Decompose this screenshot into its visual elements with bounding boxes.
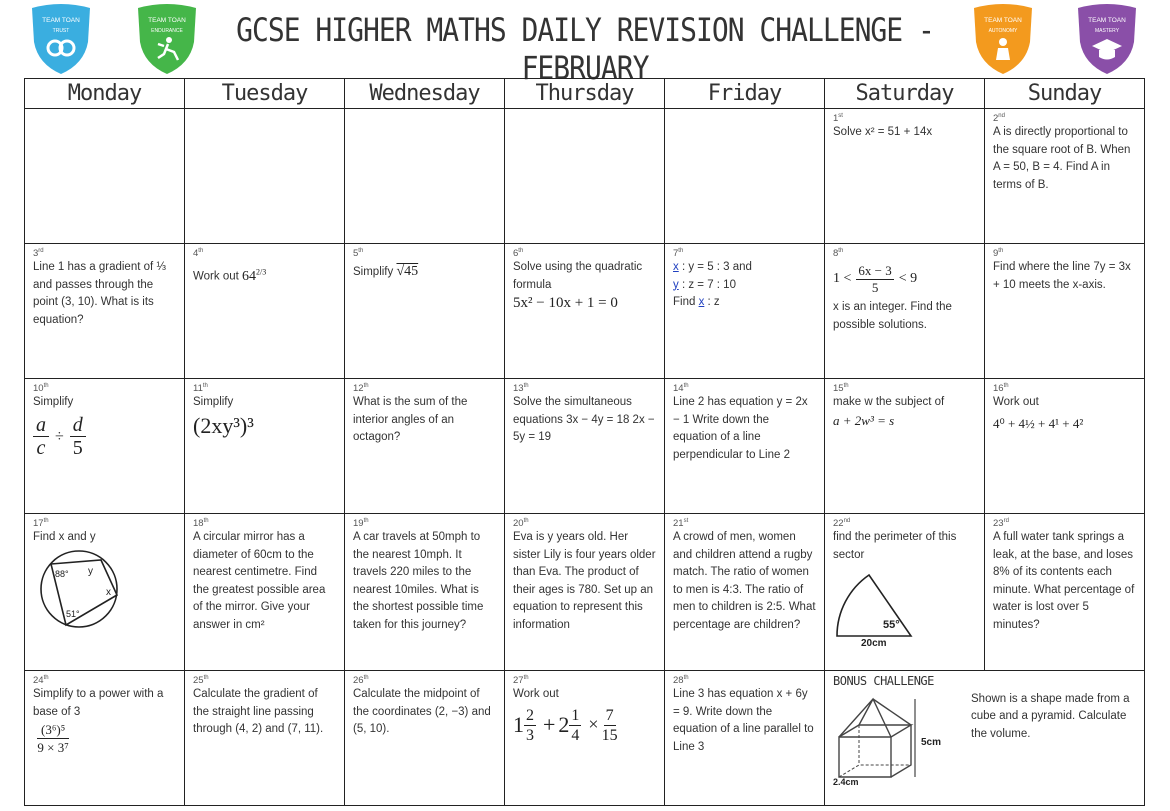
week-row xyxy=(25,379,1145,514)
mixed-number-expression: 1 2 3 + 2 $\frac{1}{4}$ × $\frac{7}{15}$ xyxy=(513,706,618,744)
day-number: 9th xyxy=(993,248,1004,260)
day-cell-13 xyxy=(505,379,665,514)
math-expression: $64^{2/3}$ xyxy=(242,267,267,284)
question-text: Solve x² = 51 + 14x xyxy=(833,126,933,139)
day-cell-18 xyxy=(185,514,345,671)
svg-text:TEAM TOAN: TEAM TOAN xyxy=(1088,17,1126,24)
math-expression: a + 2w³ = s xyxy=(833,412,895,428)
question-text: x is an integer. Find the possible solutions. xyxy=(833,301,952,331)
day-number: 6th xyxy=(513,248,524,260)
day-cell-22 xyxy=(825,514,985,671)
day-number: 5th xyxy=(353,248,364,260)
question-text: Simplify xyxy=(33,396,74,409)
day-number: 23rd xyxy=(993,518,1009,530)
week-row xyxy=(25,514,1145,671)
week-row xyxy=(25,244,1145,379)
question-text: make w the subject of xyxy=(833,396,945,409)
week-row xyxy=(25,670,1145,805)
svg-text:88°: 88° xyxy=(55,568,69,579)
day-cell-28 xyxy=(665,670,825,805)
question-text: find the perimeter of this sector xyxy=(833,531,957,561)
circle-theorem-diagram xyxy=(33,547,129,631)
day-number: 17th xyxy=(33,518,49,530)
question-text: Calculate the midpoint of the coordinates (2, −3) and (5, 10). xyxy=(353,688,491,736)
weekday-header-row xyxy=(25,79,1145,109)
day-number: 13th xyxy=(513,383,529,395)
question-text: Simplify to a power with a base of 3 xyxy=(33,688,164,718)
day-cell-9 xyxy=(985,244,1145,379)
day-number: 12th xyxy=(353,383,369,395)
svg-text:ENDURANCE: ENDURANCE xyxy=(151,28,183,34)
day-number: 22nd xyxy=(833,518,851,530)
math-expression: 5x² − 10x + 1 = 0 xyxy=(513,295,618,312)
day-cell-5 xyxy=(345,244,505,379)
svg-text:5cm: 5cm xyxy=(921,736,942,748)
weekday-saturday: Saturday xyxy=(825,79,985,109)
day-cell-19 xyxy=(345,514,505,671)
empty-day-cell xyxy=(665,109,825,244)
day-number: 15th xyxy=(833,383,849,395)
day-number: 20th xyxy=(513,518,529,530)
svg-text:TEAM TOAN: TEAM TOAN xyxy=(42,17,80,24)
weekday-thursday: Thursday xyxy=(505,79,665,109)
question-text: Line 1 has a gradient of ⅓ and passes through the point (3, 10). What is its equation? xyxy=(33,261,166,326)
svg-text:TRUST: TRUST xyxy=(52,28,70,34)
day-number: 14th xyxy=(673,383,689,395)
svg-text:x: x xyxy=(106,586,111,598)
math-expression: (2xy³)³ xyxy=(193,412,254,438)
weekday-tuesday: Tuesday xyxy=(185,79,345,109)
empty-day-cell xyxy=(505,109,665,244)
question-text: Eva is y years old. Her sister Lily is four years older than Eva. The product of their ages is 780. Set up an equation to represent this information xyxy=(513,531,656,631)
math-expression: 4⁰ + 4½ + 4¹ + 4² xyxy=(993,415,1084,431)
day-cell-15 xyxy=(825,379,985,514)
day-number: 28th xyxy=(673,674,689,687)
question-text: Work out xyxy=(513,688,559,701)
day-cell-2 xyxy=(985,109,1145,244)
inequality-expression: 1 < 6x − 3 5 < 9 xyxy=(833,262,918,295)
question-text: What is the sum of the interior angles of an octagon? xyxy=(353,396,468,444)
endurance-badge-icon xyxy=(134,2,200,76)
empty-day-cell xyxy=(25,109,185,244)
weekday-sunday: Sunday xyxy=(985,79,1145,109)
day-cell-23 xyxy=(985,514,1145,671)
day-cell-27 xyxy=(505,670,665,805)
day-number: 11th xyxy=(193,383,208,395)
day-cell-14 xyxy=(665,379,825,514)
day-cell-6 xyxy=(505,244,665,379)
day-cell-21 xyxy=(665,514,825,671)
question-text: A car travels at 50mph to the nearest 10mph. It travels 220 miles to the nearest 10miles. What is the shortest possible time taken for this journey? xyxy=(353,531,484,631)
day-cell-17 xyxy=(25,514,185,671)
day-number: 25th xyxy=(193,674,209,687)
svg-text:TEAM TOAN: TEAM TOAN xyxy=(148,17,186,24)
bonus-title: BONUS CHALLENGE xyxy=(833,673,934,688)
day-number: 3rd xyxy=(33,248,44,260)
question-text: A circular mirror has a diameter of 60cm to the nearest centimetre. Find the greatest possible area of the mirror. Give your answer in cm² xyxy=(193,531,326,631)
empty-day-cell xyxy=(345,109,505,244)
question-text: A full water tank springs a leak, at the base, and loses 8% of its contents each minute. What percentage of water is lost over 5 minutes? xyxy=(993,531,1135,631)
svg-text:TEAM TOAN: TEAM TOAN xyxy=(984,17,1022,24)
question-text: Simplify xyxy=(193,396,234,409)
weekday-friday: Friday xyxy=(665,79,825,109)
day-number: 4th xyxy=(193,248,204,260)
day-cell-10 xyxy=(25,379,185,514)
day-number: 16th xyxy=(993,383,1009,395)
question-text: Work out xyxy=(993,396,1039,409)
day-cell-8 xyxy=(825,244,985,379)
weekday-monday: Monday xyxy=(25,79,185,109)
svg-text:2.4cm: 2.4cm xyxy=(833,776,859,785)
bonus-challenge-cell xyxy=(825,670,1145,805)
day-number: 7th xyxy=(673,248,684,260)
week-row xyxy=(25,109,1145,244)
day-cell-25 xyxy=(185,670,345,805)
bonus-question-text: Shown is a shape made from a cube and a pyramid. Calculate the volume. xyxy=(971,692,1130,740)
question-text: Simplify √45 xyxy=(353,264,419,280)
day-number: 26th xyxy=(353,674,369,687)
day-cell-4 xyxy=(185,244,345,379)
autonomy-badge-icon xyxy=(970,2,1036,76)
math-expression: √45 xyxy=(396,264,419,280)
day-number: 21st xyxy=(673,518,689,530)
empty-day-cell xyxy=(185,109,345,244)
svg-text:MASTERY: MASTERY xyxy=(1094,28,1120,34)
day-number: 1st xyxy=(833,113,843,125)
fraction-expression: $\frac{\text{(3⁶)⁵}}{\text{9 × 3⁷}}$ xyxy=(37,722,69,756)
question-text: A crowd of men, women and children attend a rugby match. The ratio of women to men is 4:3. The ratio of men to children is 2:5. What percentage are children? xyxy=(673,531,816,631)
svg-text:51°: 51° xyxy=(66,608,80,619)
day-number: 27th xyxy=(513,674,529,687)
weekday-wednesday: Wednesday xyxy=(345,79,505,109)
svg-text:55°: 55° xyxy=(883,619,900,632)
day-cell-26 xyxy=(345,670,505,805)
question-text: Find x and y xyxy=(33,531,96,544)
mastery-badge-icon xyxy=(1074,2,1140,76)
cube-pyramid-diagram xyxy=(833,693,963,785)
header xyxy=(0,0,1170,87)
question-text: Solve the simultaneous equations 3x − 4y = 18 2x − 5y = 19 xyxy=(513,396,655,444)
day-number: 24th xyxy=(33,674,49,687)
day-number: 10th xyxy=(33,383,49,395)
day-number: 2nd xyxy=(993,113,1005,125)
svg-text:20cm: 20cm xyxy=(861,638,887,647)
day-cell-11 xyxy=(185,379,345,514)
day-cell-7 xyxy=(665,244,825,379)
question-text: Solve using the quadratic formula xyxy=(513,261,643,291)
day-cell-1 xyxy=(825,109,985,244)
day-cell-20 xyxy=(505,514,665,671)
question-text: Work out $64^{2/3}$ xyxy=(193,267,267,284)
question-text: Calculate the gradient of the straight line passing through (4, 2) and (7, 11). xyxy=(193,688,324,736)
day-cell-3 xyxy=(25,244,185,379)
day-number: 18th xyxy=(193,518,209,530)
fraction-division: $\frac{a}{c}$ ÷ $\frac{d}{5}$ xyxy=(33,414,176,459)
svg-text:y: y xyxy=(88,565,93,577)
trust-badge-icon xyxy=(28,2,94,76)
question-text: A is directly proportional to the square root of B. When A = 50, B = 4. Find A in terms of B. xyxy=(993,126,1131,191)
day-number: 8th xyxy=(833,248,844,260)
day-cell-24 xyxy=(25,670,185,805)
question-text: Line 2 has equation y = 2x − 1 Write down the equation of a line perpendicular to Line 2 xyxy=(673,396,808,461)
day-cell-12 xyxy=(345,379,505,514)
page-title: GCSE HIGHER MATHS DAILY REVISION CHALLENGE - FEBRUARY xyxy=(236,11,934,87)
svg-text:AUTONOMY: AUTONOMY xyxy=(988,28,1018,34)
sector-diagram xyxy=(833,564,933,646)
day-number: 19th xyxy=(353,518,369,530)
day-cell-16 xyxy=(985,379,1145,514)
question-text: x : y = 5 : 3 and y : z = 7 : 10 Find x : z xyxy=(673,261,752,309)
calendar-grid xyxy=(24,78,1145,806)
question-text: Line 3 has equation x + 6y = 9. Write down the equation of a line parallel to Line 3 xyxy=(673,688,814,753)
question-text: Find where the line 7y = 3x + 10 meets the x-axis. xyxy=(993,261,1131,291)
